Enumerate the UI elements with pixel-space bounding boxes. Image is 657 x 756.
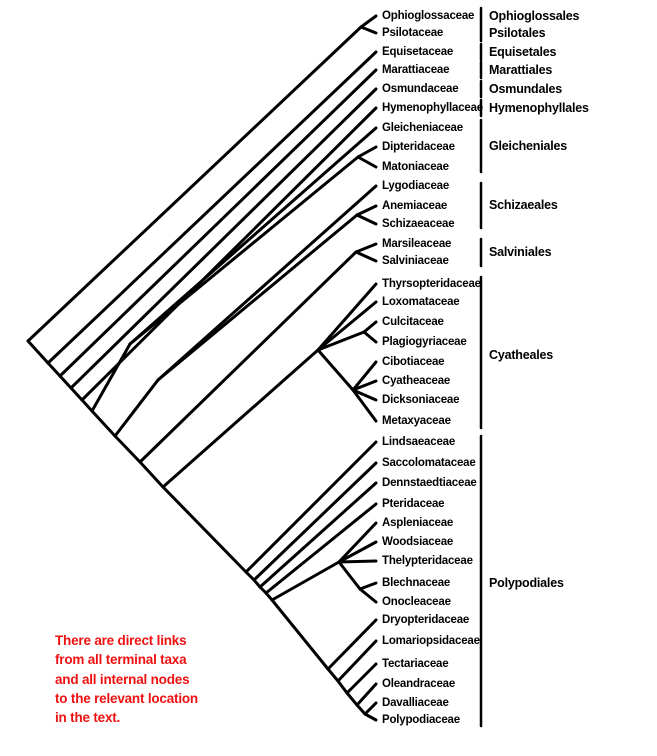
tip-label-dryopteridaceae[interactable]: Dryopteridaceae [382, 614, 470, 626]
tree-edge [163, 487, 246, 572]
tree-edge [28, 341, 48, 363]
tip-label-lygodiaceae[interactable]: Lygodiaceae [382, 180, 450, 192]
tree-edge [272, 600, 328, 669]
tree-edge [130, 128, 376, 344]
tree-edge [365, 703, 376, 714]
tip-label-dicksoniaceae[interactable]: Dicksoniaceae [382, 394, 460, 406]
order-label-salviniales[interactable]: Salviniales [489, 245, 552, 259]
tree-edge [92, 344, 130, 411]
tree-edge [328, 620, 376, 669]
tip-label-marsileaceae[interactable]: Marsileaceae [382, 238, 452, 250]
tip-label-psilotaceae[interactable]: Psilotaceae [382, 27, 444, 39]
tip-label-blechnaceae[interactable]: Blechnaceae [382, 577, 451, 589]
note-line: to the relevant location [55, 690, 198, 706]
tip-label-pteridaceae[interactable]: Pteridaceae [382, 498, 445, 510]
order-label-marattiales[interactable]: Marattiales [489, 63, 553, 77]
tree-edge [358, 157, 376, 167]
tree-edge [357, 705, 365, 714]
tree-edge [71, 388, 82, 400]
tip-label-equisetaceae[interactable]: Equisetaceae [382, 46, 454, 58]
order-label-schizaeales[interactable]: Schizaeales [489, 198, 558, 212]
tip-label-schizaeaceae[interactable]: Schizaeaceae [382, 218, 455, 230]
tree-edge [357, 206, 376, 215]
order-label-ophioglossales[interactable]: Ophioglossales [489, 9, 580, 23]
order-label-hymenophyllales[interactable]: Hymenophyllales [489, 101, 589, 115]
tip-label-woodsiaceae[interactable]: Woodsiaceae [382, 536, 454, 548]
tip-label-lindsaeaceae[interactable]: Lindsaeaceae [382, 436, 456, 448]
tree-edge [358, 147, 376, 157]
tip-label-onocleaceae[interactable]: Onocleaceae [382, 596, 451, 608]
note-line: in the text. [55, 710, 121, 726]
tip-label-lomariopsidaceae[interactable]: Lomariopsidaceae [382, 635, 480, 647]
tree-edge [48, 52, 376, 363]
tip-label-metaxyaceae[interactable]: Metaxyaceae [382, 415, 451, 427]
tip-label-saccolomataceae[interactable]: Saccolomataceae [382, 457, 476, 469]
tree-edge [115, 380, 158, 436]
note-line: There are direct links [55, 633, 187, 648]
tree-edge [318, 350, 353, 390]
tip-label-hymenophyllaceae[interactable]: Hymenophyllaceae [382, 102, 483, 114]
tree-edge [364, 332, 376, 342]
tree-edge [356, 252, 376, 261]
order-label-osmundales[interactable]: Osmundales [489, 82, 563, 96]
tip-label-cyatheaceae[interactable]: Cyatheaceae [382, 375, 451, 387]
tree-edge [338, 641, 376, 681]
tip-label-ophioglossaceae[interactable]: Ophioglossaceae [382, 10, 475, 22]
tree-edge [48, 363, 60, 376]
tree-edge [339, 562, 360, 589]
tree-edge [360, 583, 376, 589]
order-label-equisetales[interactable]: Equisetales [489, 45, 557, 59]
tree-edge [130, 157, 358, 344]
tip-label-tectariaceae[interactable]: Tectariaceae [382, 658, 449, 670]
tree-edge [92, 411, 115, 436]
tip-label-salviniaceae[interactable]: Salviniaceae [382, 255, 449, 267]
tree-edge [361, 16, 376, 27]
tree-edge [364, 322, 376, 332]
tree-edge [339, 561, 376, 562]
tree-edge [60, 376, 71, 388]
tree-edge [338, 681, 347, 693]
tip-label-gleicheniaceae[interactable]: Gleicheniaceae [382, 122, 463, 134]
tip-label-thyrsopteridaceae[interactable]: Thyrsopteridaceae [382, 278, 481, 290]
tree-edge [115, 436, 140, 462]
tip-label-marattiaceae[interactable]: Marattiaceae [382, 64, 450, 76]
tree-edge [140, 462, 163, 487]
tree-edge [365, 714, 376, 720]
order-label-gleicheniales[interactable]: Gleicheniales [489, 139, 567, 153]
tree-edge [360, 589, 376, 602]
tip-label-plagiogyriaceae[interactable]: Plagiogyriaceae [382, 336, 467, 348]
tip-label-polypodiaceae[interactable]: Polypodiaceae [382, 714, 460, 726]
tip-label-dennstaedtiaceae[interactable]: Dennstaedtiaceae [382, 477, 477, 489]
order-label-cyatheales[interactable]: Cyatheales [489, 348, 554, 362]
tree-edge [347, 693, 357, 705]
tree-edge [357, 684, 376, 705]
tip-label-loxomataceae[interactable]: Loxomataceae [382, 296, 460, 308]
note-line: from all terminal taxa [55, 652, 187, 668]
tree-edge [318, 302, 376, 350]
order-label-psilotales[interactable]: Psilotales [489, 26, 546, 40]
order-label-polypodiales[interactable]: Polypodiales [489, 576, 564, 590]
tip-label-culcitaceae[interactable]: Culcitaceae [382, 316, 444, 328]
tree-edge [246, 572, 254, 580]
tree-edge [328, 669, 338, 681]
tree-edge [82, 400, 92, 411]
tip-label-oleandraceae[interactable]: Oleandraceae [382, 678, 456, 690]
note-text [55, 631, 255, 727]
tree-edge [339, 542, 376, 562]
tree-edge [361, 27, 376, 33]
note-line: and all internal nodes [55, 671, 190, 687]
tip-label-matoniaceae[interactable]: Matoniaceae [382, 161, 449, 173]
tip-label-thelypteridaceae[interactable]: Thelypteridaceae [382, 555, 473, 567]
tip-label-osmundaceae[interactable]: Osmundaceae [382, 83, 459, 95]
tip-label-anemiaceae[interactable]: Anemiaceae [382, 200, 448, 212]
tip-label-aspleniaceae[interactable]: Aspleniaceae [382, 517, 454, 529]
tip-label-davalliaceae[interactable]: Davalliaceae [382, 697, 449, 709]
tree-edge [356, 244, 376, 252]
tip-label-cibotiaceae[interactable]: Cibotiaceae [382, 356, 445, 368]
tree-edge [357, 215, 376, 224]
tip-label-dipteridaceae[interactable]: Dipteridaceae [382, 141, 455, 153]
